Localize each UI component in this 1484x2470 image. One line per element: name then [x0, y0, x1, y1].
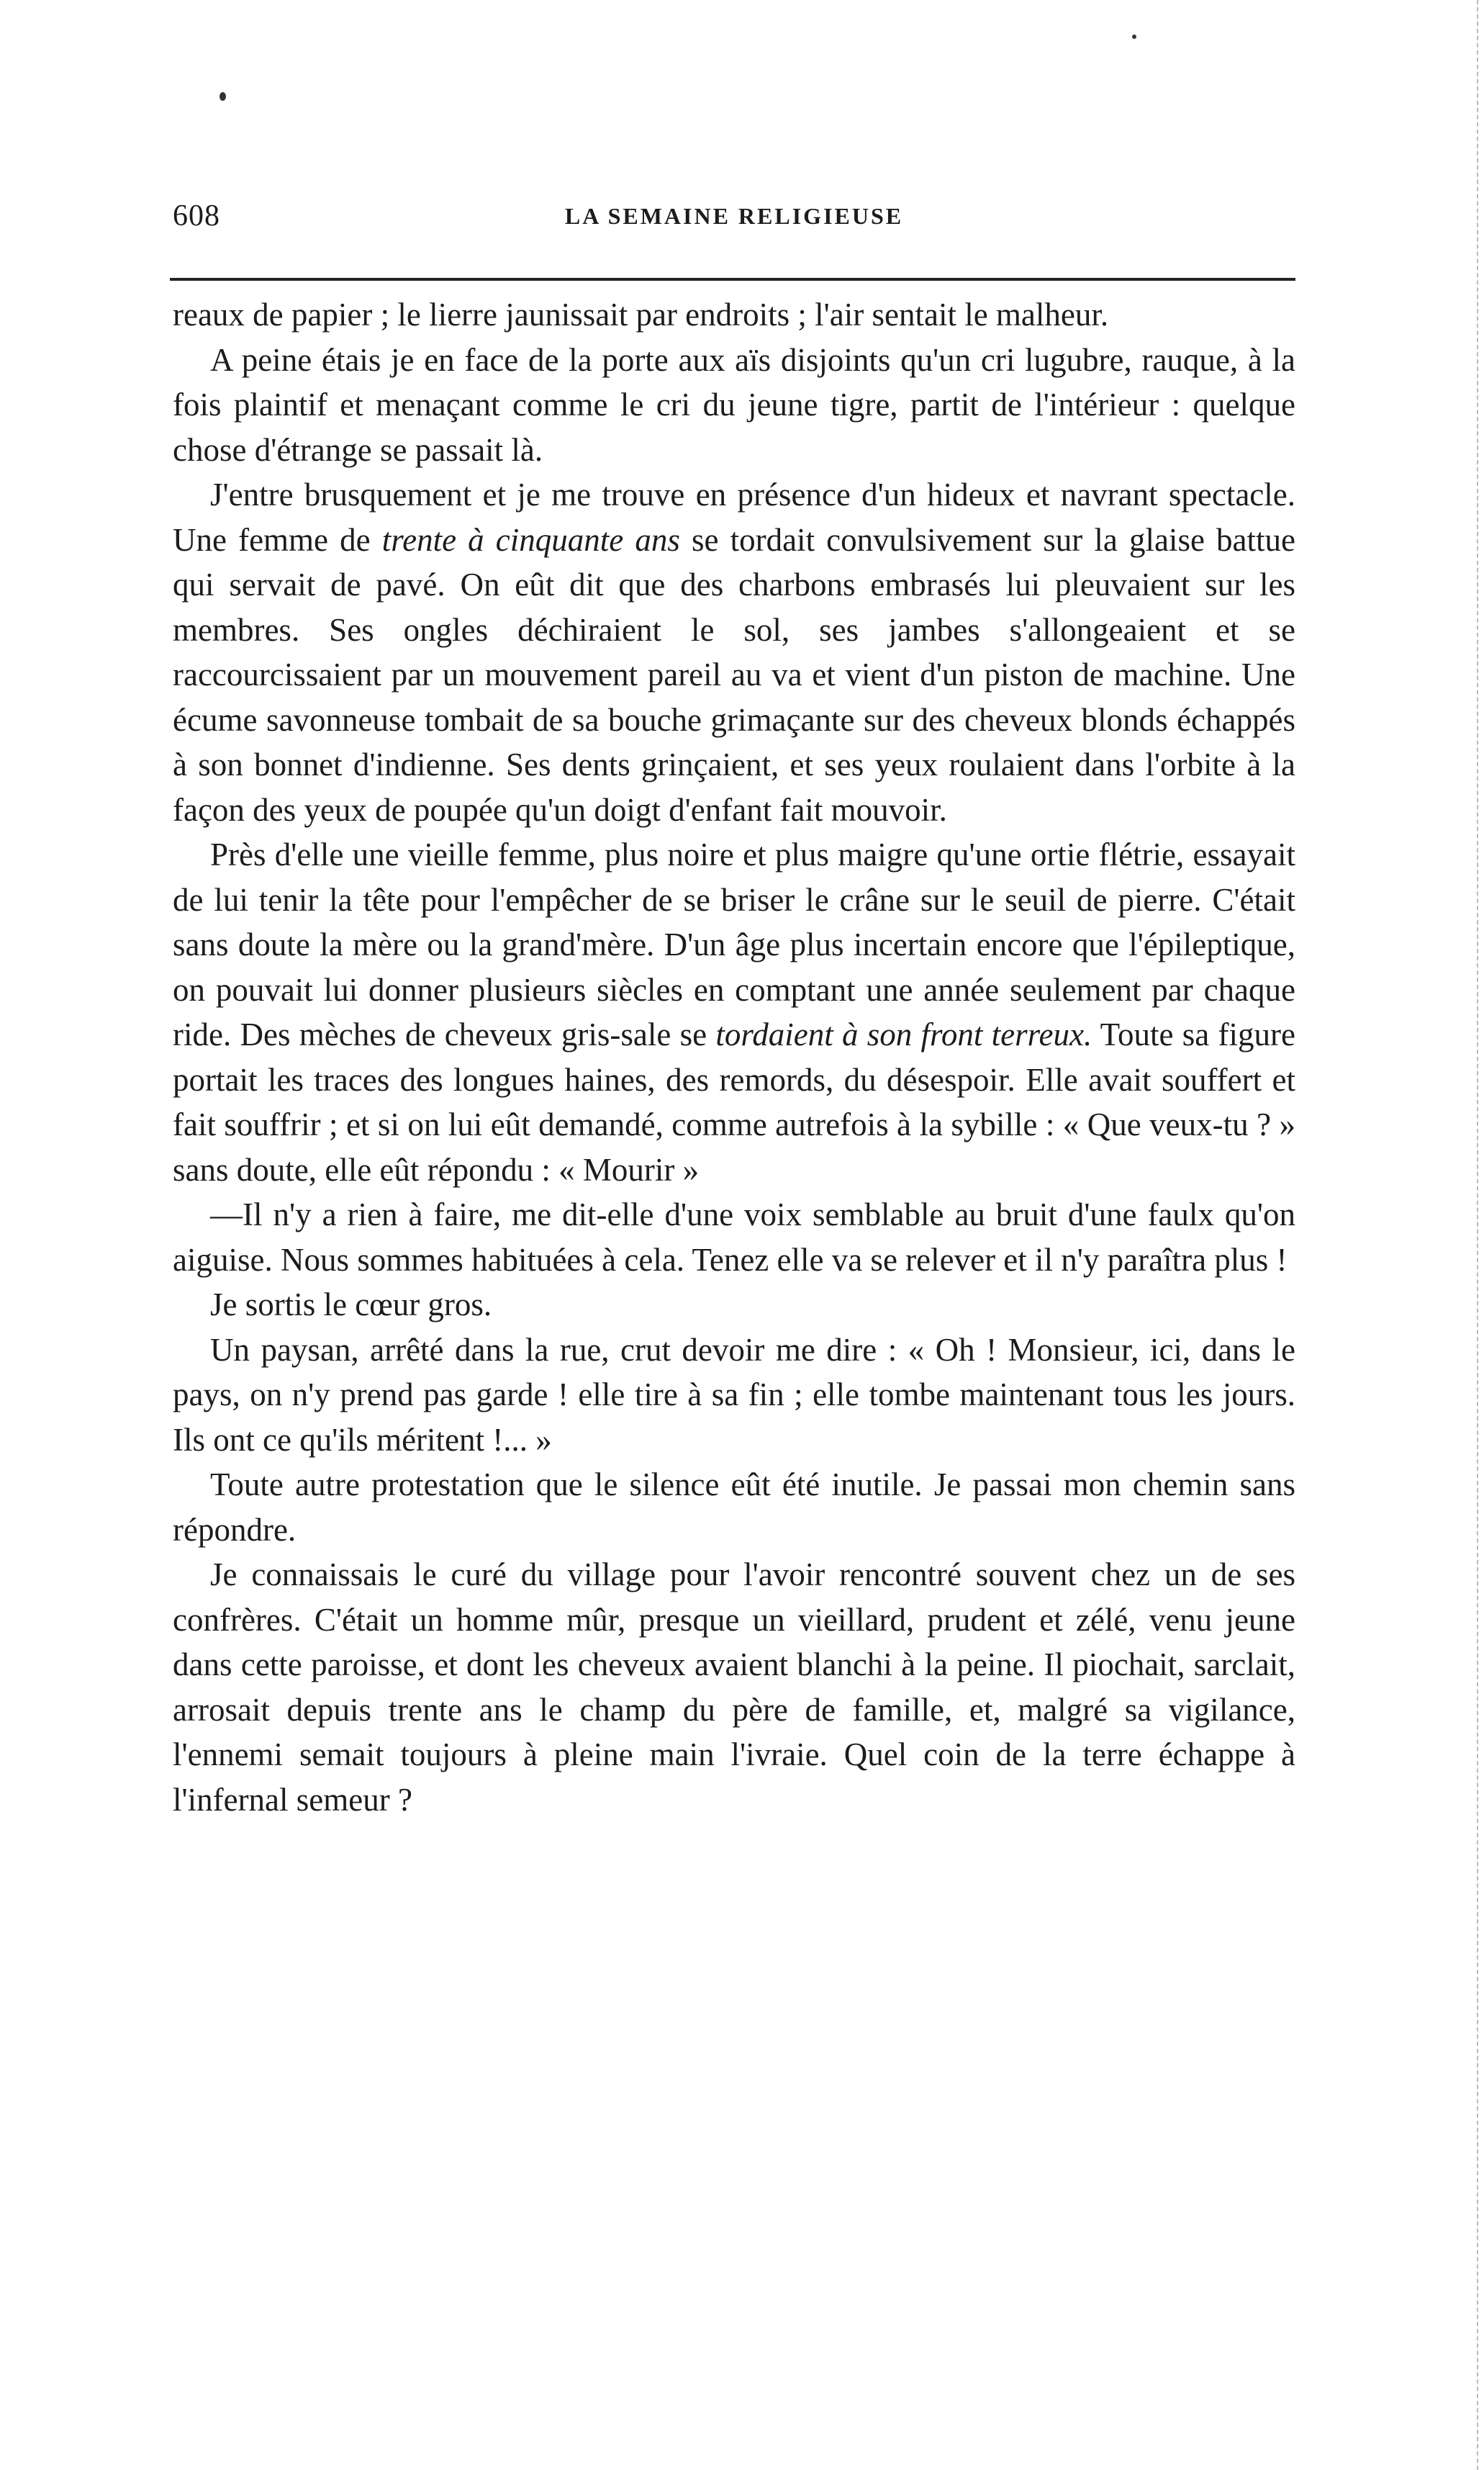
paragraph: Je connaissais le curé du village pour l'avoir rencontré souvent chez un de ses confrères. C'était un homme mûr, presque un vieillard, prudent et zélé, venu jeune dans cette paroisse, et dont les cheveux avaient blanchi à la peine. Il piochait, sarclait, arrosait depuis trente ans le champ du père de famille, et, malgré sa vigilance, l'ennemi semait toujours à pleine main l'ivraie. Quel coin de la terre échappe à l'infernal semeur ? [173, 1556, 1295, 1818]
paragraph: reaux de papier ; le lierre jaunissait par endroits ; l'air sentait le malheur. [173, 297, 1109, 333]
paragraph-text: Près d'elle une vieille femme, plus noire et plus maigre qu'une ortie flétrie, essayait de lui tenir la tête pour l'empêcher de se briser le crâne sur le seuil de pierre. C'était sans doute la mère ou la grand'mère. D'un âge plus incertain encore que l'épileptique, on pouvait lui donner plusieurs siècles en comptant une année seulement par chaque ride. Des mèches de cheveux gris-sale se [173, 837, 1295, 1053]
page-number: 608 [173, 199, 220, 233]
italic-text: tordaient à son front terreux. [715, 1017, 1092, 1053]
italic-text: trente à cinquante ans [381, 521, 680, 558]
running-title: LA SEMAINE RELIGIEUSE [564, 203, 904, 229]
paragraph: Un paysan, arrêté dans la rue, crut devoir me dire : « Oh ! Monsieur, ici, dans le pays, on n'y prend pas garde ! elle tire à sa fin ; elle tombe maintenant tous les jours. Ils ont ce qu'ils méritent !... » [173, 1331, 1295, 1458]
paragraph: —Il n'y a rien à faire, me dit-elle d'une voix semblable au bruit d'une faulx qu'on aiguise. Nous sommes habituées à cela. Tenez elle va se relever et il n'y paraîtra plus ! [173, 1196, 1295, 1278]
paragraph: A peine étais je en face de la porte aux aïs disjoints qu'un cri lugubre, rauque, à la fois plaintif et menaçant comme le cri du jeune tigre, partit de l'intérieur : quelque chose d'étrange se passait là. [173, 341, 1295, 468]
paragraph-text: J'entre brusquement et je me trouve en présence d'un hideux et navrant spectacle. Une femme de [173, 477, 1295, 558]
body-text [173, 292, 1295, 1822]
paragraph: Toute autre protestation que le silence eût été inutile. Je passai mon chemin sans répondre. [173, 1466, 1295, 1548]
paragraph [173, 832, 1295, 1192]
paragraph: Je sortis le cœur gros. [210, 1286, 492, 1322]
paragraph-text: Toute sa figure portait les traces des longues haines, des remords, du désespoir. Elle avait souffert et fait souffrir ; et si on lui eût demandé, comme autrefois à la sybille : « Que veux-tu ? » sans doute, elle eût répondu : « Mourir » [173, 1017, 1295, 1188]
page-header [173, 199, 1295, 242]
page-edge [1477, 0, 1484, 2470]
ink-speck [220, 92, 226, 101]
ink-speck [1132, 35, 1136, 39]
paragraph [173, 472, 1295, 832]
header-rule [170, 278, 1295, 281]
paragraph-text: se tordait convulsivement sur la glaise battue qui servait de pavé. On eût dit que des charbons embrasés lui pleuvaient sur les membres. Ses ongles déchiraient le sol, ses jambes s'allongeaient et se raccourcissaient par un mouvement pareil au va et vient d'un piston de machine. Une écume savonneuse tombait de sa bouche grimaçante sur des cheveux blonds échappés à son bonnet d'indienne. Ses dents grinçaient, et ses yeux roulaient dans l'orbite à la façon des yeux de poupée qu'un doigt d'enfant fait mouvoir. [173, 521, 1295, 828]
